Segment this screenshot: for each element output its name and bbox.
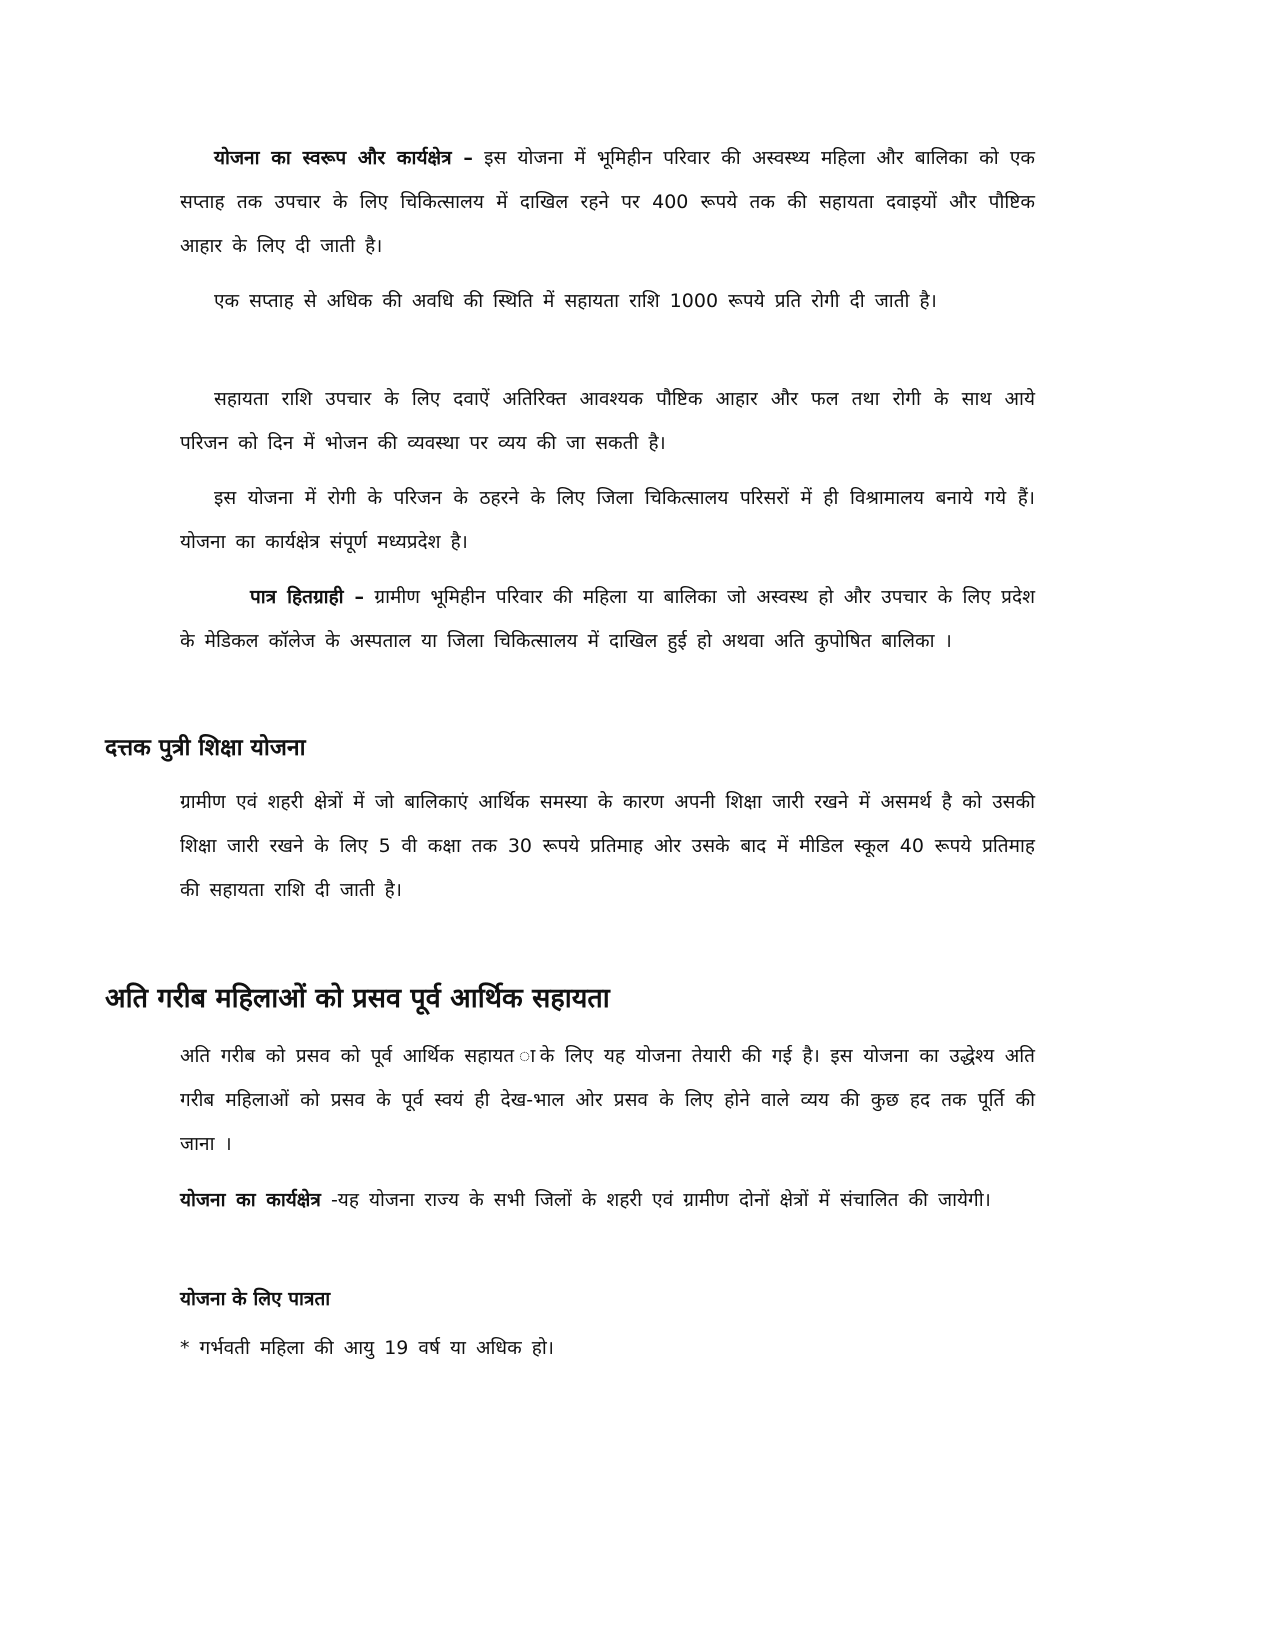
eligibility-bullet: * गर्भवती महिला की आयु 19 वर्ष या अधिक हो। — [180, 1337, 554, 1359]
eligible-beneficiary-text: ग्रामीण भूमिहीन परिवार की महिला या बालिका जो अस्वस्थ हो और उपचार के लिए प्रदेश के मेडिकल कॉलेज के अस्पताल या जिला चिकित्सालय में दाखिल हुई हो अथवा अति कुपोषित बालिका । — [180, 586, 1035, 652]
scheme-scope-label: योजना का स्वरूप और कार्यक्षेत्र – — [214, 147, 473, 169]
adopted-daughter-paragraph: ग्रामीण एवं शहरी क्षेत्रों में जो बालिकाएं आर्थिक समस्या के कारण अपनी शिक्षा जारी रखने में असमर्थ है को उसकी शिक्षा जारी रखने के लिए 5 वी कक्षा तक 30 रूपये प्रतिमाह ओर उसके बाद में मीडिल स्कूल 40 रूपये प्रतिमाह की सहायता राशि दी जाती है। — [180, 791, 1035, 901]
prenatal-assistance-heading: अति गरीब महिलाओं को प्रसव पूर्व आर्थिक सहायता — [105, 983, 610, 1014]
assistance-amount-paragraph: एक सप्ताह से अधिक की अवधि की स्थिति में सहायता राशि 1000 रूपये प्रति रोगी दी जाती है। — [214, 290, 937, 312]
scheme-scope-paragraph — [180, 136, 1035, 268]
rest-house-paragraph: इस योजना में रोगी के परिजन के ठहरने के लिए जिला चिकित्सालय परिसरों में ही विश्रामालय बनाये गये हैं। योजना का कार्यक्षेत्र संपूर्ण मध्यप्रदेश है। — [180, 487, 1035, 553]
scheme-area-label: योजना का कार्यक्षेत्र — [180, 1189, 321, 1211]
eligible-beneficiary-label: पात्र हितग्राही – — [250, 586, 365, 608]
assistance-usage-paragraph: सहायता राशि उपचार के लिए दवाऐं अतिरिक्त आवश्यक पौष्टिक आहार और फल तथा रोगी के साथ आये परिजन को दिन में भोजन की व्यवस्था पर व्यय की जा सकती है। — [180, 388, 1035, 454]
prenatal-assistance-paragraph: अति गरीब को प्रसव को पूर्व आर्थिक सहायत ाके लिए यह योजना तेयारी की गई है। इस योजना का उद्धेश्य अति गरीब महिलाओं को प्रसव के पूर्व स्वयं ही देख-भाल ओर प्रसव के लिए होने वाले व्यय की कुछ हद तक पूर्ति की जाना । — [180, 1045, 1035, 1155]
scheme-area-text: -यह योजना राज्य के सभी जिलों के शहरी एवं ग्रामीण दोनों क्षेत्रों में संचालित की जायेगी। — [320, 1189, 991, 1211]
scheme-area-paragraph — [180, 1178, 1035, 1222]
eligible-beneficiary-paragraph — [180, 575, 1035, 663]
scheme-scope-text: इस योजना में भूमिहीन परिवार की अस्वस्थ्य महिला और बालिका को एक सप्ताह तक उपचार के लिए चिकित्सालय में दाखिल रहने पर 400 रूपये तक की सहायता दवाइयों और पौष्टिक आहार के लिए दी जाती है। — [180, 147, 1035, 257]
adopted-daughter-heading: दत्तक पुत्री शिक्षा योजना — [105, 735, 306, 761]
eligibility-subheading: योजना के लिए पात्रता — [180, 1288, 331, 1310]
